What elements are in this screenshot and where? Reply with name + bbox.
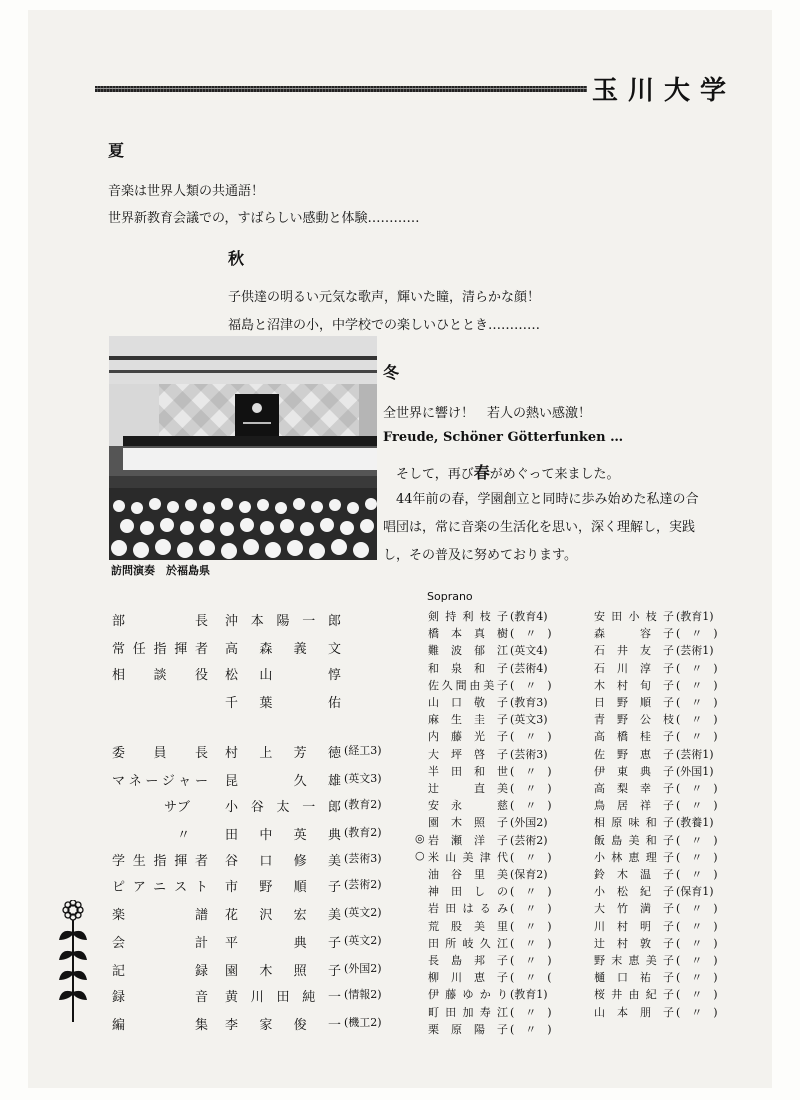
member-name: 小松紀子: [594, 885, 674, 899]
header-rule: [95, 86, 587, 92]
member-name: 石井友子: [594, 644, 674, 658]
member-dept: (芸術3): [510, 747, 548, 761]
staff-note: (教育2): [344, 798, 382, 811]
member-name: 日野順子: [594, 696, 674, 709]
staff-role: 楽譜: [112, 908, 208, 923]
staff-name: 花沢宏美: [225, 908, 341, 923]
member-dept: (教育4): [510, 610, 548, 623]
member-name: 岩田はるみ: [428, 902, 508, 916]
soprano-title: Soprano: [427, 590, 473, 603]
member-name: 森 容子: [594, 627, 674, 641]
member-name: 和泉和子: [428, 661, 508, 675]
staff-name: 沖本陽一郎: [225, 614, 341, 629]
member-dept: ( 〃 ): [676, 868, 718, 881]
member-name: 荒股美里: [428, 919, 508, 933]
member-name: 大竹満子: [594, 902, 674, 916]
member-name: 安田小枝子: [594, 610, 674, 623]
staff-role: ピアニスト: [112, 880, 208, 895]
member-dept: (芸術1): [676, 747, 714, 761]
member-dept: (教養1): [676, 816, 714, 830]
member-name: 野末恵美子: [594, 954, 674, 967]
staff-role: 録音: [112, 990, 208, 1005]
member-dept: ( 〃 ): [510, 799, 552, 813]
staff-role: 会計: [112, 936, 208, 951]
staff-role: 編集: [112, 1018, 208, 1033]
member-name: 麻生圭子: [428, 713, 508, 727]
member-dept: ( 〃 ): [510, 627, 552, 641]
photo-caption: 訪問演奏 於福島県: [111, 564, 210, 577]
staff-role: サブ: [112, 800, 191, 815]
member-dept: ( 〃 ): [676, 713, 718, 727]
staff-note: (英文2): [344, 934, 382, 947]
member-name: 高梨幸子: [594, 782, 674, 795]
member-name: 樋口祐子: [594, 971, 674, 985]
staff-role: 委員長: [112, 746, 208, 761]
member-name: 桜井由紀子: [594, 988, 674, 1002]
member-name: 山本朋子: [594, 1005, 674, 1019]
member-dept: ( 〃 ): [676, 971, 718, 985]
member-dept: ( 〃 ): [676, 1005, 718, 1019]
member-name: 橋本真樹: [428, 627, 508, 641]
autumn-line-1: 子供達の明るい元気な歌声，輝いた瞳，清らかな顔！: [228, 290, 541, 305]
member-name: 高橋桂子: [594, 730, 674, 744]
member-dept: (外国2): [510, 816, 548, 830]
member-dept: (外国1): [676, 764, 714, 778]
season-summer-title: 夏: [108, 141, 125, 160]
staff-role: 〃: [112, 828, 191, 843]
staff-name: 昆 久雄: [225, 774, 341, 789]
member-name: 鈴木温子: [594, 868, 674, 881]
member-name: 米山美津代: [428, 850, 508, 864]
member-dept: ( 〃 ): [676, 954, 718, 967]
member-name: 半田和世: [428, 764, 508, 778]
staff-name: 平 典子: [225, 936, 341, 951]
member-name: 油谷里美: [428, 868, 508, 881]
staff-name: 李家俊一: [225, 1018, 341, 1033]
member-name: 鳥居祥子: [594, 799, 674, 813]
member-dept: ( 〃 ): [510, 678, 552, 692]
member-dept: ( 〃 (: [510, 971, 552, 985]
member-dept: ( 〃 ): [510, 730, 552, 744]
member-dept: ( 〃 ): [510, 902, 552, 916]
member-mark: ◎: [415, 831, 425, 845]
staff-note: (英文3): [344, 772, 382, 785]
member-dept: (保育2): [510, 868, 548, 881]
staff-name: 小谷太一郎: [225, 800, 341, 815]
summer-line-2: 世界新教育会議での，すばらしい感動と体験…………: [108, 211, 420, 226]
spring-intro-post: がめぐって来ました。: [489, 467, 620, 482]
member-name: 辻村敦子: [594, 936, 674, 950]
member-mark: ○: [415, 848, 425, 862]
member-name: 相原味和子: [594, 816, 674, 830]
staff-note: (機工2): [344, 1016, 382, 1029]
staff-name: 千葉 佑: [225, 696, 341, 711]
member-name: 栗原陽子: [428, 1022, 508, 1036]
staff-role: 記録: [112, 964, 208, 979]
staff-name: 村上芳徳: [225, 746, 341, 761]
staff-note: (芸術2): [344, 878, 382, 891]
staff-name: 田中英典: [225, 828, 341, 843]
member-dept: ( 〃 ): [676, 936, 718, 950]
spring-intro: [396, 460, 620, 483]
member-name: 川村明子: [594, 919, 674, 933]
member-name: 飯島美和子: [594, 833, 674, 847]
spring-intro-pre: そして，再び: [396, 467, 474, 482]
member-dept: ( 〃 ): [510, 1022, 552, 1036]
member-dept: ( 〃 ): [676, 696, 718, 709]
staff-name: 谷口修美: [225, 854, 341, 869]
spring-line-3: し，その普及に努めております。: [383, 548, 577, 563]
member-dept: (教育3): [510, 696, 548, 709]
member-name: 小林恵理子: [594, 850, 674, 864]
member-dept: ( 〃 ): [510, 885, 552, 899]
member-dept: (芸術4): [510, 661, 548, 675]
concert-photo-image: [109, 336, 377, 560]
member-dept: ( 〃 ): [676, 833, 718, 847]
staff-note: (外国2): [344, 962, 382, 975]
member-dept: ( 〃 ): [510, 954, 552, 967]
member-name: 石川淳子: [594, 661, 674, 675]
member-name: 園木照子: [428, 816, 508, 830]
staff-role: 相談役: [112, 668, 208, 683]
concert-photo: [109, 336, 377, 560]
member-dept: (英文3): [510, 713, 548, 727]
staff-note: (経工3): [344, 744, 382, 757]
member-name: 柳川恵子: [428, 971, 508, 985]
member-name: 長島邦子: [428, 954, 508, 967]
member-dept: ( 〃 ): [676, 919, 718, 933]
staff-name: 黄川田純一: [225, 990, 341, 1005]
summer-line-1: 音楽は世界人類の共通語！: [108, 184, 265, 199]
member-dept: (芸術1): [676, 644, 714, 658]
member-name: 町田加寿江: [428, 1005, 508, 1019]
member-dept: ( 〃 ): [676, 799, 718, 813]
member-name: 山口敬子: [428, 696, 508, 709]
autumn-line-2: 福島と沼津の小，中学校での楽しいひととき…………: [228, 318, 541, 333]
staff-name: 高森義文: [225, 642, 341, 657]
spring-word: 春: [473, 463, 490, 482]
member-dept: (教育1): [676, 610, 714, 623]
staff-name: 園木照子: [225, 964, 341, 979]
member-name: 剣持利枝子: [428, 610, 508, 623]
member-dept: ( 〃 ): [676, 627, 718, 641]
staff-note: (教育2): [344, 826, 382, 839]
member-name: 大坪啓子: [428, 747, 508, 761]
member-name: 安永 慈: [428, 799, 508, 813]
member-dept: ( 〃 ): [510, 936, 552, 950]
member-name: 青野公枝: [594, 713, 674, 727]
member-dept: ( 〃 ): [510, 919, 552, 933]
staff-note: (英文2): [344, 906, 382, 919]
staff-role: 学生指揮者: [112, 854, 208, 869]
member-dept: ( 〃 ): [676, 661, 718, 675]
member-dept: ( 〃 ): [510, 764, 552, 778]
spring-line-1: 44年前の春，学園創立と同時に歩み始めた私達の合: [396, 492, 699, 507]
spring-line-2: 唱団は，常に音楽の生活化を思い，深く理解し，実践: [383, 520, 696, 535]
member-dept: ( 〃 ): [676, 730, 718, 744]
season-autumn-title: 秋: [228, 249, 245, 268]
member-dept: ( 〃 ): [676, 678, 718, 692]
staff-name: 市野順子: [225, 880, 341, 895]
staff-note: (芸術3): [344, 852, 382, 865]
member-dept: ( 〃 ): [510, 1005, 552, 1019]
season-winter-title: 冬: [383, 363, 400, 382]
winter-line-2: Freude, Schöner Götterfunken …: [383, 430, 624, 445]
member-dept: (英文4): [510, 644, 548, 658]
member-name: 辻 直美: [428, 782, 508, 795]
member-name: 伊東典子: [594, 764, 674, 778]
winter-line-1: 全世界に響け！ 若人の熱い感激！: [383, 406, 592, 421]
member-name: 神田しの: [428, 885, 508, 899]
staff-role: 常任指揮者: [112, 642, 208, 657]
staff-name: 松山 惇: [225, 668, 341, 683]
flower-ornament: [58, 900, 88, 1022]
member-name: 内藤光子: [428, 730, 508, 744]
staff-role: 部長: [112, 614, 208, 629]
staff-role: マネージャー: [112, 774, 208, 789]
staff-note: (情報2): [344, 988, 382, 1001]
member-name: 木村旬子: [594, 678, 674, 692]
member-dept: ( 〃 ): [676, 902, 718, 916]
member-name: 田所岐久江: [428, 936, 508, 950]
member-name: 佐野恵子: [594, 747, 674, 761]
member-dept: (教育1): [510, 988, 548, 1002]
member-dept: ( 〃 ): [676, 782, 718, 795]
member-dept: (芸術2): [510, 833, 548, 847]
member-dept: (保育1): [676, 885, 714, 899]
member-name: 伊藤ゆかり: [428, 988, 508, 1002]
member-dept: ( 〃 ): [510, 782, 552, 795]
member-dept: ( 〃 ): [676, 850, 718, 864]
member-name: 佐久間由美子: [428, 678, 508, 692]
member-name: 岩瀬洋子: [428, 833, 508, 847]
university-title: 玉川大学: [592, 76, 737, 106]
member-name: 難波郁江: [428, 644, 508, 658]
member-dept: ( 〃 ): [510, 850, 552, 864]
member-dept: ( 〃 ): [676, 988, 718, 1002]
